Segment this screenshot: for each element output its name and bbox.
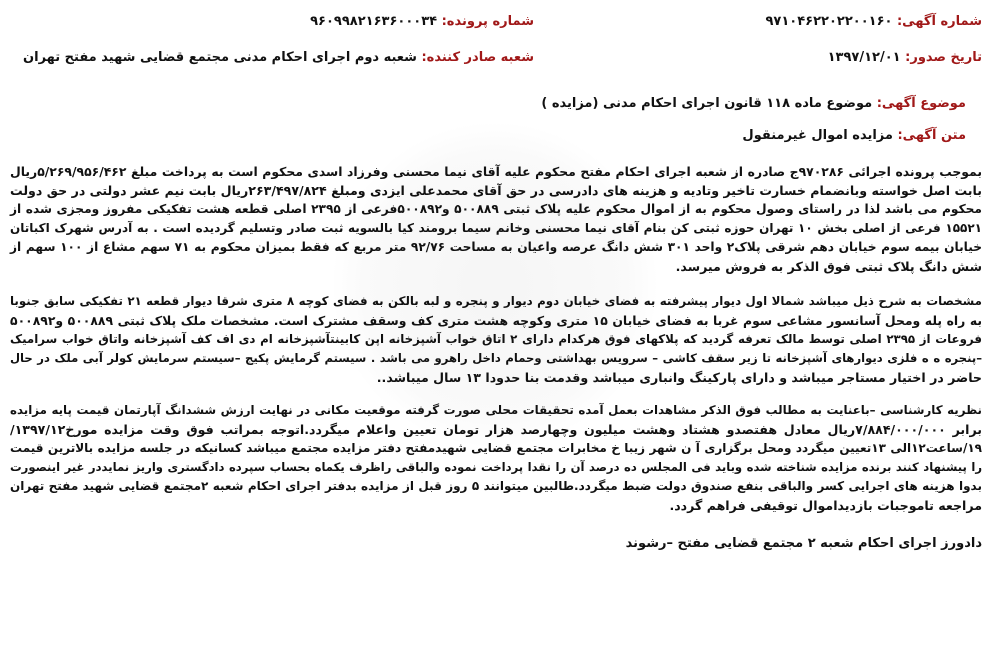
- paragraph-line: به راه پله ومحل آسانسور مشاعی سوم غربا به فضای خیابان ۱۵ متری وکوچه هشت متری کف وسقف مشترک است. مشخصات ملک پلاک ثبتی ۵۰۰۸۸۹ و۵۰۰۸۹۲: [10, 313, 982, 328]
- paragraph-line: برابر ۷/۸۸۴/۰۰۰/۰۰۰ریال معادل هفتصدو هشتاد وهشت میلیون وچهارصد هزار تومان تعیین واعلام میگردد.اتوجه بمراتب فوق وقت مزایده مورخ۱۳۹۷/۱۲/: [10, 422, 983, 437]
- paragraph-line: بموجب پرونده اجرائی ۹۷۰۲۸۶ج صادره از شعبه اجرای احکام مفتح محکوم علیه آقای نیما محسنی وفرزاد اسدی محکوم است به پرداخت مبلغ ۵/۲۶۹/۹۵۶/۴۶۲ریال: [10, 164, 982, 179]
- paragraph-line: مشخصات به شرح ذیل میباشد شمالا اول دیوار پیشرفته به فضای خیابان دوم دیوار و پنجره و لبه بالکن به فضای کوچه ۸ متری شرقا دیوار قطعه ۲۱ تفکیکی سابق جنوبا: [10, 294, 982, 308]
- issue-date: تاریخ صدور: ۱۳۹۷/۱۲/۰۱: [827, 50, 982, 65]
- ad-number: شماره آگهی: ۹۷۱۰۴۶۲۲۰۲۲۰۰۱۶۰: [765, 14, 982, 29]
- signature: دادورز اجرای احکام شعبه ۲ مجتمع قضایی مفتح –رشوند: [625, 536, 982, 551]
- paragraph-line: نظریه کارشناسی –باعنایت به مطالب فوق الذکر مشاهدات بعمل آمده تحقیقات محلی صورت گرفته موقعیت مکانی در نهایت ارزش ششدانگ آپارتمان قیمت پایه مزایده: [10, 403, 982, 417]
- paragraph-line: بابت اصل خواسته وبانضمام خسارت تاخیر وتادیه و هزینه های دادرسی در حق آقای محمدعلی ایزدی ومبلغ ۲۶۳/۴۹۷/۸۲۴ریال بابت نیم عشر دولتی در حق دولت: [10, 183, 982, 198]
- paragraph-line: خیابان بیمه سوم خیابان دهم شرقی پلاک۲ واحد ۳۰۱ شش دانگ عرصه واعیان به مساحت ۹۲/۷۶ متر مربع که فقط بمیزان محکوم به ۷۱ سهم مشاع از ۱۰۰ سهم از: [10, 240, 982, 254]
- issuing-branch: شعبه صادر کننده: شعبه دوم اجرای احکام مدنی مجتمع قضایی شهید مفتح تهران: [23, 50, 534, 65]
- case-number: شماره پرونده: ۹۶۰۹۹۸۲۱۶۳۶۰۰۰۳۴: [310, 14, 534, 29]
- paragraph-line: فروعات از ۲۳۹۵ اصلی توسط مالک تعرفه گردید که پلاکهای فوق هرکدام دارای ۲ اتاق خواب آشپزخانه اپن کابینتآشپزخانه ام دی اف کف آشپزخانه واتاق خواب سرامیک: [10, 332, 982, 346]
- paragraph-line: را پیشنهاد کنند برنده مزایده شناخته شده وباید فی المجلس ده درصد آن را نقدا پرداخت نموده والباقی راظرف یکماه بحساب سپرده دادگستری واریز نمایددر غیر اینصورت: [10, 460, 982, 474]
- notice-text-title: متن آگهی: مزایده اموال غیرمنقول: [742, 128, 966, 143]
- paragraph-line: ۱۵۵۲۱ فرعی از اصلی بخش ۱۰ تهران حوزه ثبتی کن بنام آقای نیما محسنی وخانم سیما برومند کیا بالسویه ثبت صادر وتسلیم گردیده است . به آدرس شهرک اکباتان: [10, 221, 982, 235]
- paragraph-line: مراجعه تاموجبات بازدیداموال توقیفی فراهم گردد.: [669, 498, 982, 513]
- paragraph-line: ۱۹/ساعت۱۲الی ۱۳تعیین میگردد ومحل برگزاری آ ن شهر زیبا خ مخابرات مجتمع قضایی شهیدمفتح دفتر مزایده مجتمع میباشد کسانیکه در جلسه مزایده بالاترین قیمت: [10, 441, 982, 455]
- paragraph-line: حاضر در اختیار مستاجر میباشد و دارای پارکینگ وانباری میباشد وقدمت بنا حدودا ۱۳ سال میباشد..: [376, 370, 982, 385]
- paragraph-line: شش دانگ پلاک ثبتی فوق الذکر به فروش میرسد.: [675, 259, 982, 274]
- notice-subject: موضوع آگهی: موضوع ماده ۱۱۸ قانون اجرای احکام مدنی (مزایده ): [541, 96, 966, 111]
- paragraph-line: بدوا هزینه های اجرایی کسر والباقی بنفع صندوق دولت ضبط میگردد.طالبین میتوانند ۵ روز قبل از مزایده بدفتر اجرای احکام شعبه ۲مجتمع قضایی شهید مفتح تهران: [10, 479, 982, 493]
- paragraph-line: –پنجره ه ه فلزی دیوارهای آشپزخانه تا زیر سقف کاشی – سرویس بهداشتی وحمام داخل راهرو می باشد . سیستم گرمایش پکیج –سیستم سرمایش کولر آبی ملک در حال: [10, 351, 982, 365]
- paragraph-line: محکوم می باشد لذا در راستای وصول محکوم به از اموال محکوم علیه پلاک ثبتی ۵۰۰۸۸۹ و۵۰۰۸۹۲فرعی از ۲۳۹۵ اصلی قطعه هشت تفکیکی مفروز ومجزی شده از: [10, 202, 982, 216]
